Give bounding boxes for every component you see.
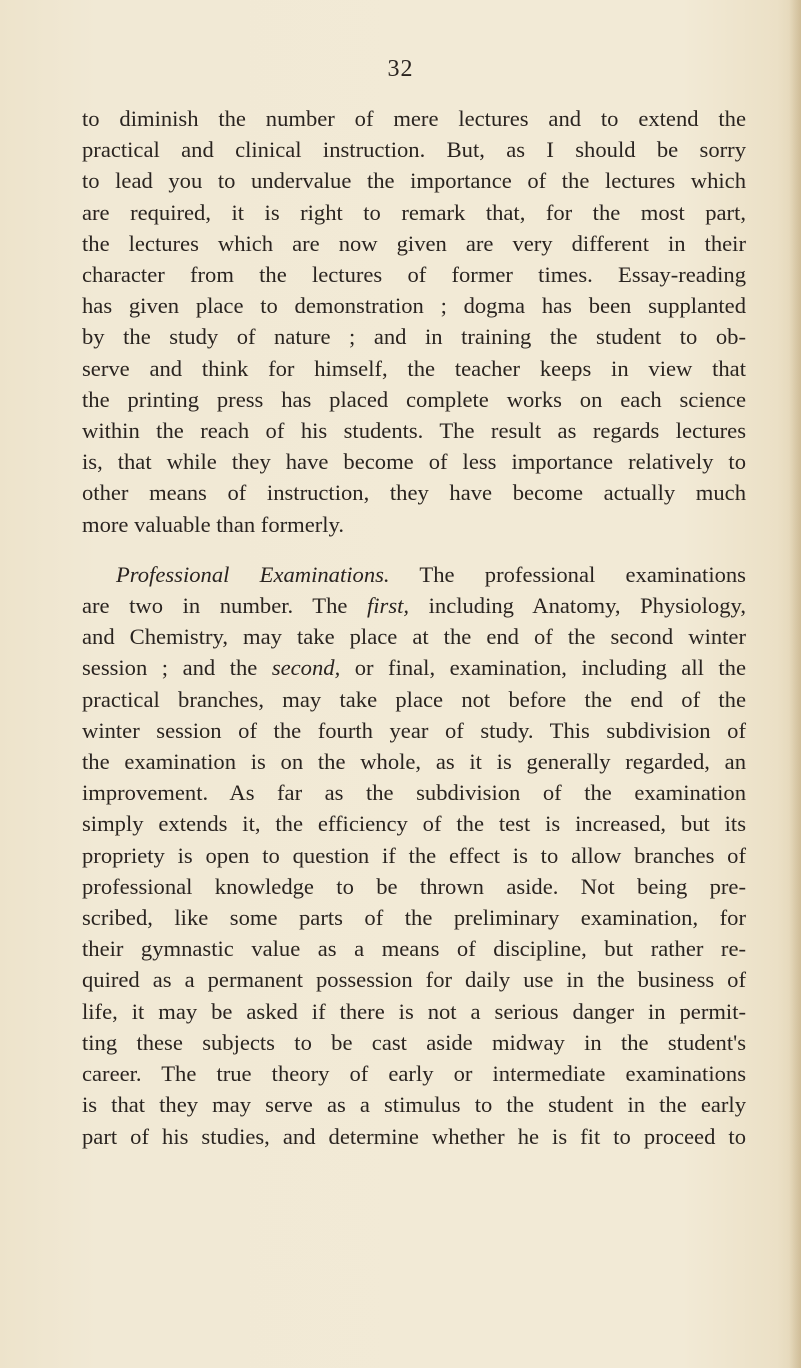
text-line: character from the lectures of former times. Essay-reading: [82, 262, 746, 288]
section-heading: Professional Examinations.: [116, 561, 390, 587]
text-line: within the reach of his students. The result as regards lectures: [82, 418, 746, 444]
text-line: serve and think for himself, the teacher keeps in view that: [82, 355, 746, 381]
text-line: improvement. As far as the subdivision of the examination: [82, 780, 746, 806]
text-line: the lectures which are now given are very different in their: [82, 230, 746, 256]
paragraph-professional-examinations: [82, 559, 746, 1152]
text-line: to diminish the number of mere lectures and to extend the: [82, 106, 746, 131]
text-line: has given place to demonstration ; dogma has been supplanted: [82, 293, 746, 319]
text-line: is, that while they have become of less importance relatively to: [82, 449, 746, 475]
text-line: simply extends it, the efficiency of the test is increased, but its: [82, 811, 746, 837]
text-line: ting these subjects to be cast aside midway in the student's: [82, 1029, 746, 1055]
text-line: scribed, like some parts of the preliminary examination, for: [82, 905, 746, 931]
text-line: [82, 559, 746, 590]
text-line: to lead you to undervalue the importance of the lectures which: [82, 168, 746, 194]
page-edge-shadow: [789, 0, 801, 1368]
text-line: more valuable than formerly.: [82, 511, 345, 537]
text-fragment: session ; and the: [82, 655, 272, 681]
emphasis-second: second,: [271, 655, 341, 681]
text-line: are required, it is right to remark that, for the most part,: [82, 199, 746, 225]
text-line: quired as a permanent possession for daily use in the business of: [82, 967, 746, 993]
text-line: by the study of nature ; and in training the student to ob-: [82, 324, 746, 350]
text-line: propriety is open to question if the effect is to allow branches of: [82, 842, 746, 868]
text-line: part of his studies, and determine whether he is fit to proceed to: [82, 1123, 746, 1149]
text-line: career. The true theory of early or intermediate examinations: [82, 1061, 746, 1087]
paragraph-lectures: [82, 103, 746, 540]
body-text: [82, 103, 746, 1152]
page-number: 32: [387, 56, 414, 82]
text-fragment: The professional examinations: [389, 561, 746, 587]
text-line: the examination is on the whole, as it is generally regarded, an: [82, 749, 746, 775]
text-line: is that they may serve as a stimulus to the student in the early: [82, 1092, 746, 1118]
text-line: practical branches, may take place not before the end of the: [82, 686, 746, 712]
text-line: and Chemistry, may take place at the end of the second winter: [82, 624, 746, 650]
text-fragment: or final, examination, including all the: [340, 655, 747, 681]
emphasis-first: first,: [366, 593, 410, 619]
text-line: practical and clinical instruction. But, as I should be sorry: [82, 137, 746, 163]
text-line: their gymnastic value as a means of discipline, but rather re-: [82, 936, 746, 962]
text-line: [82, 590, 746, 621]
text-line: the printing press has placed complete works on each science: [82, 386, 746, 412]
text-line: life, it may be asked if there is not a serious danger in permit-: [82, 998, 746, 1024]
text-line: professional knowledge to be thrown aside. Not being pre-: [82, 873, 746, 899]
text-line: [82, 652, 746, 683]
text-fragment: including Anatomy, Physiology,: [409, 593, 746, 619]
text-line: winter session of the fourth year of study. This subdivision of: [82, 717, 746, 743]
text-line: other means of instruction, they have become actually much: [82, 480, 746, 506]
text-fragment: are two in number. The: [82, 593, 367, 619]
